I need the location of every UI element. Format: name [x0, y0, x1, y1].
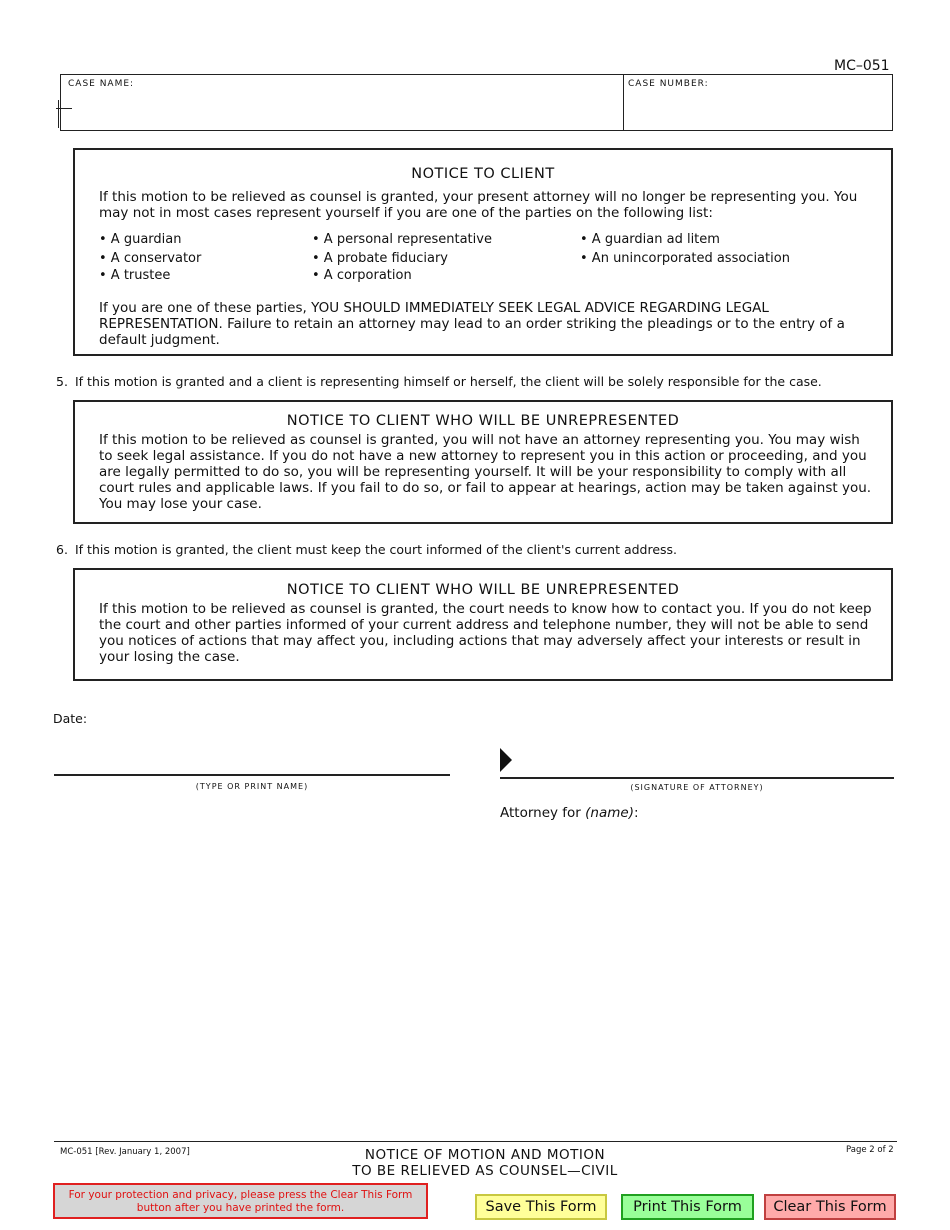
item-5-text: If this motion is granted and a client is representing himself or herself, the client will be solely responsible for the case.	[75, 374, 822, 389]
bullet-unincorporated-association: • An unincorporated association	[580, 251, 790, 266]
bullet-conservator: • A conservator	[99, 251, 202, 266]
page-number: Page 2 of 2	[846, 1145, 894, 1155]
notice-unrepresented-body-1: If this motion to be relieved as counsel is granted, you will not have an attorney representing you. You may wish to seek legal assistance. If you do not have a new attorney to represent you in this action or proceeding, and you are legally permitted to do so, you will be representing yourself. It will be your responsibility to comply with all court rules and applicable laws. If you fail to do so, or fail to appear at hearings, action may be taken against you. You may lose your case.	[99, 432, 872, 512]
notice-to-client-title: NOTICE TO CLIENT	[411, 166, 555, 182]
signature-line[interactable]	[500, 777, 894, 779]
save-form-button[interactable]: Save This Form	[475, 1194, 607, 1220]
notice-unrepresented-box-1	[73, 400, 893, 524]
item-5-number: 5.	[56, 374, 68, 389]
case-number-label: CASE NUMBER:	[628, 79, 709, 89]
form-id: MC–051	[834, 58, 890, 74]
bullet-guardian-ad-litem: • A guardian ad litem	[580, 232, 720, 247]
bullet-guardian: • A guardian	[99, 232, 182, 247]
notice-to-client-warning: If you are one of these parties, YOU SHOULD IMMEDIATELY SEEK LEGAL ADVICE REGARDING LEGAL REPRESENTATION. Failure to retain an attorney may lead to an order striking the pleadings or to the entry of a default judgment.	[99, 300, 845, 348]
case-box-divider	[623, 75, 624, 130]
item-6-number: 6.	[56, 542, 68, 557]
case-header-box	[60, 74, 893, 131]
attorney-for-line	[500, 805, 639, 821]
form-revision: MC-051 [Rev. January 1, 2007]	[60, 1147, 190, 1157]
clear-form-button[interactable]: Clear This Form	[764, 1194, 896, 1220]
notice-to-client-intro: If this motion to be relieved as counsel is granted, your present attorney will no longer be representing you. You may not in most cases represent yourself if you are one of the parties on the following list:	[99, 189, 858, 221]
attorney-for-prefix: Attorney for	[500, 805, 586, 821]
bullet-probate-fiduciary: • A probate fiduciary	[312, 251, 448, 266]
print-name-label: (TYPE OR PRINT NAME)	[195, 782, 309, 791]
notice-unrepresented-title-1: NOTICE TO CLIENT WHO WILL BE UNREPRESENTED	[286, 413, 680, 429]
bullet-personal-representative: • A personal representative	[312, 232, 492, 247]
bullet-corporation: • A corporation	[312, 268, 412, 283]
item-6-text: If this motion is granted, the client must keep the court informed of the client's current address.	[75, 542, 678, 557]
attorney-for-suffix: :	[633, 805, 639, 821]
signature-arrow-icon	[500, 748, 513, 772]
date-label: Date:	[53, 711, 88, 726]
print-name-line[interactable]	[54, 774, 450, 776]
attorney-for-name-hint: (name)	[585, 805, 634, 821]
footer-rule	[54, 1141, 897, 1142]
notice-to-client-box	[73, 148, 893, 356]
privacy-notice: For your protection and privacy, please press the Clear This Form button after you have printed the form.	[53, 1183, 428, 1219]
case-name-label: CASE NAME:	[68, 79, 135, 89]
signature-label: (SIGNATURE OF ATTORNEY)	[630, 783, 764, 792]
notice-unrepresented-title-2: NOTICE TO CLIENT WHO WILL BE UNREPRESENTED	[286, 582, 680, 598]
notice-unrepresented-body-2: If this motion to be relieved as counsel is granted, the court needs to know how to contact you. If you do not keep the court and other parties informed of your current address and telephone number, they will not be able to send you notices of actions that may affect you, including actions that may adversely affect your interests or result in your losing the case.	[99, 601, 872, 665]
bullet-trustee: • A trustee	[99, 268, 171, 283]
notice-unrepresented-box-2	[73, 568, 893, 681]
footer-title-line1: NOTICE OF MOTION AND MOTION	[364, 1147, 606, 1163]
case-name-field-mark-vertical	[58, 100, 59, 128]
footer-title-line2: TO BE RELIEVED AS COUNSEL—CIVIL	[352, 1163, 618, 1179]
print-form-button[interactable]: Print This Form	[621, 1194, 754, 1220]
